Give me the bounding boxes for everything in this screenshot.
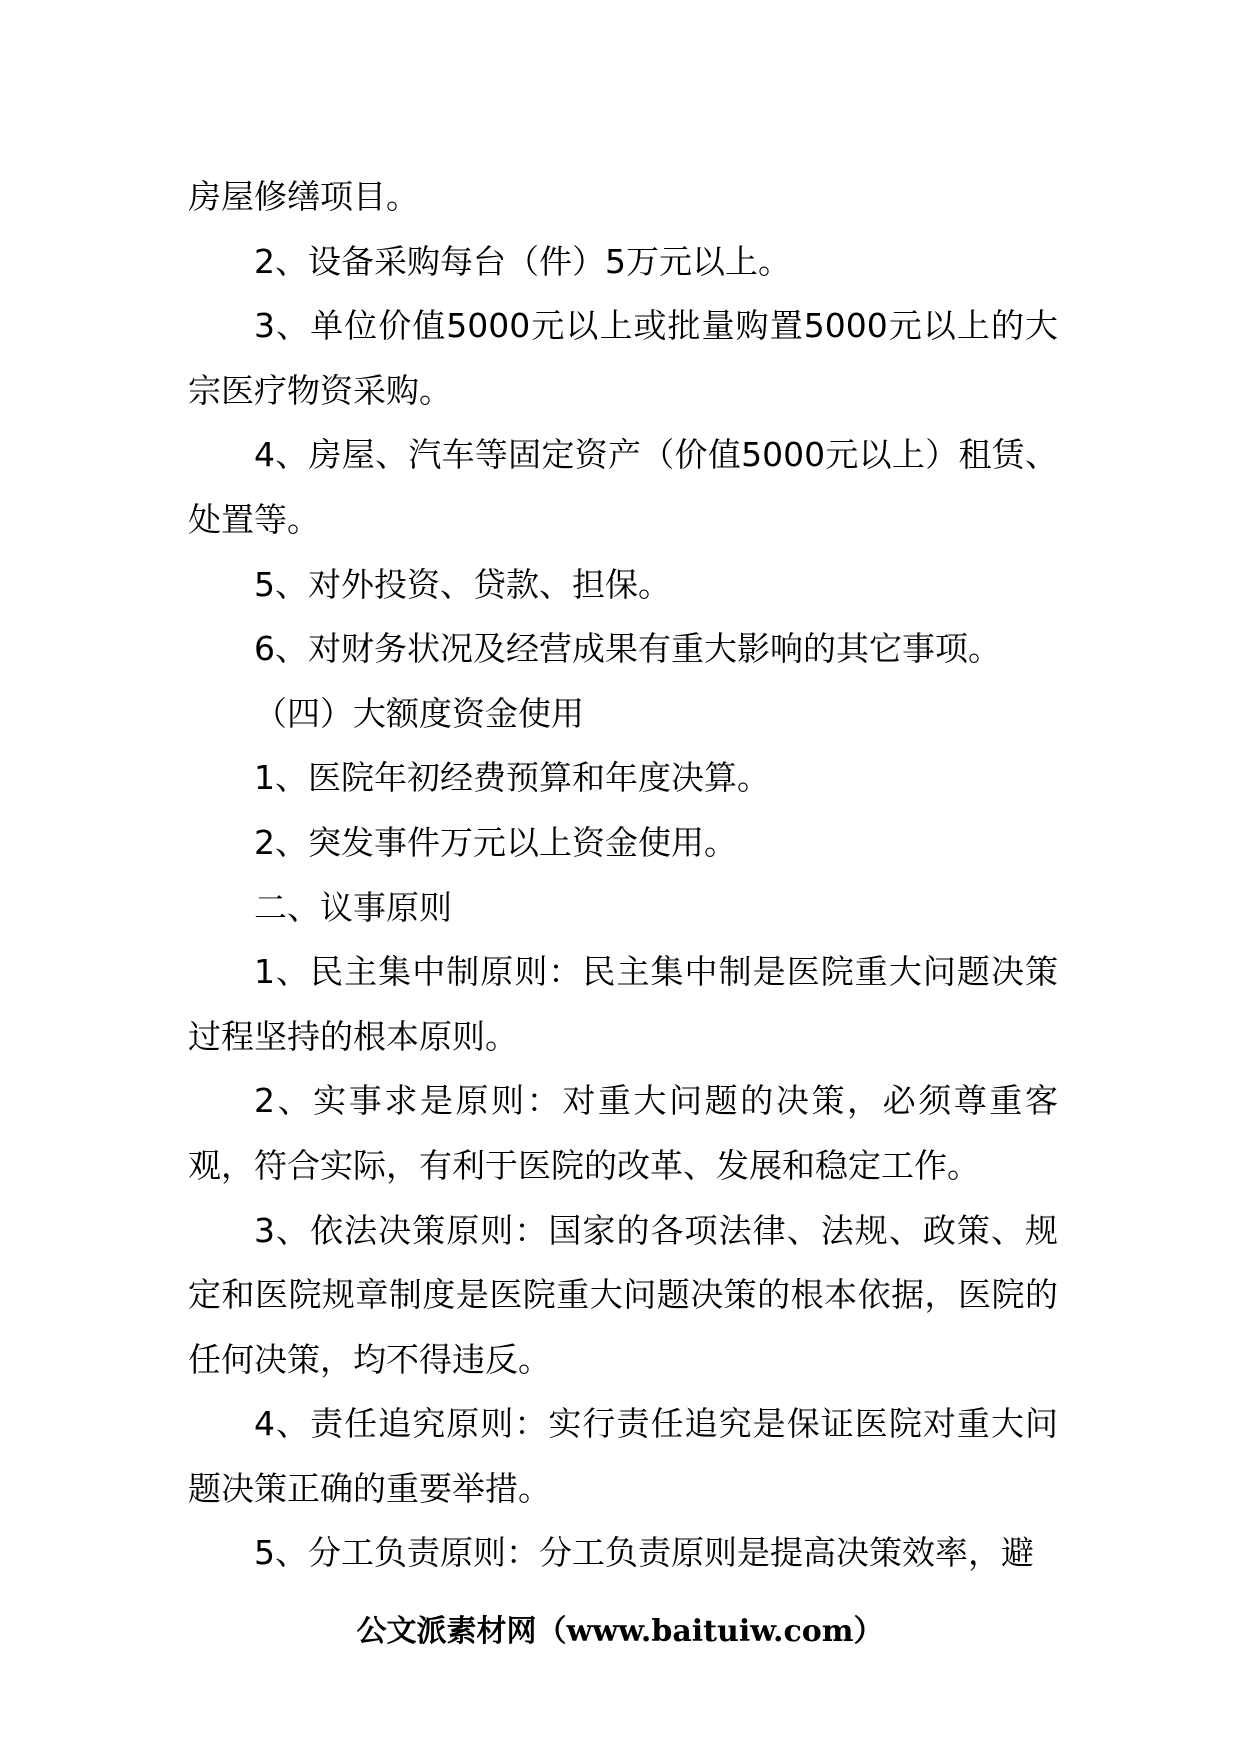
paragraph-13: 5、分工负责原则：分工负责原则是提高决策效率，避 [254, 1533, 1034, 1573]
paragraph-7: 1、医院年初经费预算和年度决算。 [254, 758, 770, 798]
paragraph-12: 4、责任追究原则：实行责任追究是保证医院对重大问题决策正确的重要举措。 [188, 1404, 1058, 1508]
paragraph-8: 2、突发事件万元以上资金使用。 [254, 822, 737, 862]
paragraph-11: 3、依法决策原则：国家的各项法律、法规、政策、规定和医院规章制度是医院重大问题决策的根本依据，医院的任何决策，均不得违反。 [188, 1210, 1058, 1379]
paragraph-4: 4、房屋、汽车等固定资产（价值5000元以上）租赁、处置等。 [188, 435, 1058, 539]
paragraph-5: 5、对外投资、贷款、担保。 [254, 564, 671, 604]
section-heading-4: （四）大额度资金使用 [254, 693, 584, 733]
section-heading-2: 二、议事原则 [254, 887, 452, 927]
document-body [188, 165, 1058, 1586]
paragraph-9: 1、民主集中制原则：民主集中制是医院重大问题决策过程坚持的根本原则。 [188, 952, 1058, 1056]
footer-watermark: 公文派素材网（www.baituiw.com） [356, 1614, 884, 1649]
paragraph-10: 2、实事求是原则：对重大问题的决策，必须尊重客观，符合实际，有利于医院的改革、发展和稳定工作。 [188, 1081, 1058, 1185]
paragraph-3: 3、单位价值5000元以上或批量购置5000元以上的大宗医疗物资采购。 [188, 306, 1058, 410]
paragraph-6: 6、对财务状况及经营成果有重大影响的其它事项。 [254, 629, 1001, 669]
paragraph-1: 房屋修缮项目。 [188, 177, 419, 216]
paragraph-2: 2、设备采购每台（件）5万元以上。 [254, 241, 791, 281]
